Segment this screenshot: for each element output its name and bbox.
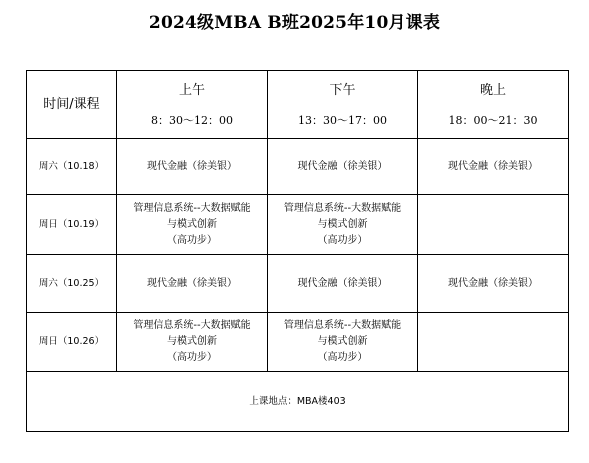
slot-name: 晚上	[479, 82, 506, 98]
course-text: 现代金融（徐美银）	[147, 277, 237, 289]
slot-name: 下午	[329, 82, 356, 98]
course-cell	[268, 139, 418, 195]
table-row	[27, 195, 569, 255]
day-cell: 周六（10.18）	[27, 139, 117, 195]
slot-header-afternoon	[268, 71, 418, 139]
schedule-table	[26, 70, 569, 432]
table-row	[27, 255, 569, 313]
course-text: 现代金融（徐美银）	[297, 160, 388, 172]
location-note: 上课地点：MBA楼403	[27, 372, 569, 432]
course-cell	[117, 139, 268, 195]
course-cell	[418, 255, 569, 313]
course-text: 管理信息系统--大数据赋能	[133, 202, 251, 214]
course-text: （高功步）	[317, 352, 368, 363]
course-cell	[117, 255, 268, 313]
course-cell	[418, 139, 569, 195]
course-text: 管理信息系统--大数据赋能	[283, 202, 402, 214]
empty-cell	[418, 313, 569, 372]
course-text: 现代金融（徐美银）	[448, 160, 538, 172]
course-text: （高功步）	[167, 234, 217, 246]
course-text: 与模式创新	[317, 218, 368, 230]
course-text: 与模式创新	[167, 336, 217, 347]
day-cell: 周六（10.25）	[27, 255, 117, 313]
slot-time: 13：30～17：00	[298, 113, 387, 127]
slot-name: 上午	[178, 82, 205, 98]
course-cell	[268, 313, 418, 372]
course-text: （高功步）	[167, 352, 217, 363]
course-text: 与模式创新	[167, 218, 217, 230]
day-cell: 周日（10.26）	[27, 313, 117, 372]
course-cell	[268, 255, 418, 313]
slot-time: 18：00～21：30	[448, 113, 538, 127]
slot-header-evening	[418, 71, 569, 139]
course-cell	[117, 195, 268, 255]
course-cell	[268, 195, 418, 255]
course-text: 管理信息系统--大数据赋能	[133, 320, 251, 331]
footer-row	[27, 372, 569, 432]
course-text: 现代金融（徐美银）	[297, 277, 388, 289]
course-cell	[117, 313, 268, 372]
table-row	[27, 313, 569, 372]
course-text: （高功步）	[317, 234, 368, 246]
course-text: 现代金融（徐美银）	[448, 277, 538, 289]
page-title: 2024级MBA B班2025年10月课表	[148, 13, 441, 33]
course-text: 现代金融（徐美银）	[147, 160, 237, 172]
header-row	[27, 71, 569, 139]
slot-time: 8：30～12：00	[151, 113, 233, 127]
table-row	[27, 139, 569, 195]
course-text: 与模式创新	[317, 336, 368, 347]
course-text: 管理信息系统--大数据赋能	[283, 320, 402, 331]
corner-header: 时间/课程	[27, 71, 117, 139]
slot-header-morning	[117, 71, 268, 139]
day-cell: 周日（10.19）	[27, 195, 117, 255]
empty-cell	[418, 195, 569, 255]
